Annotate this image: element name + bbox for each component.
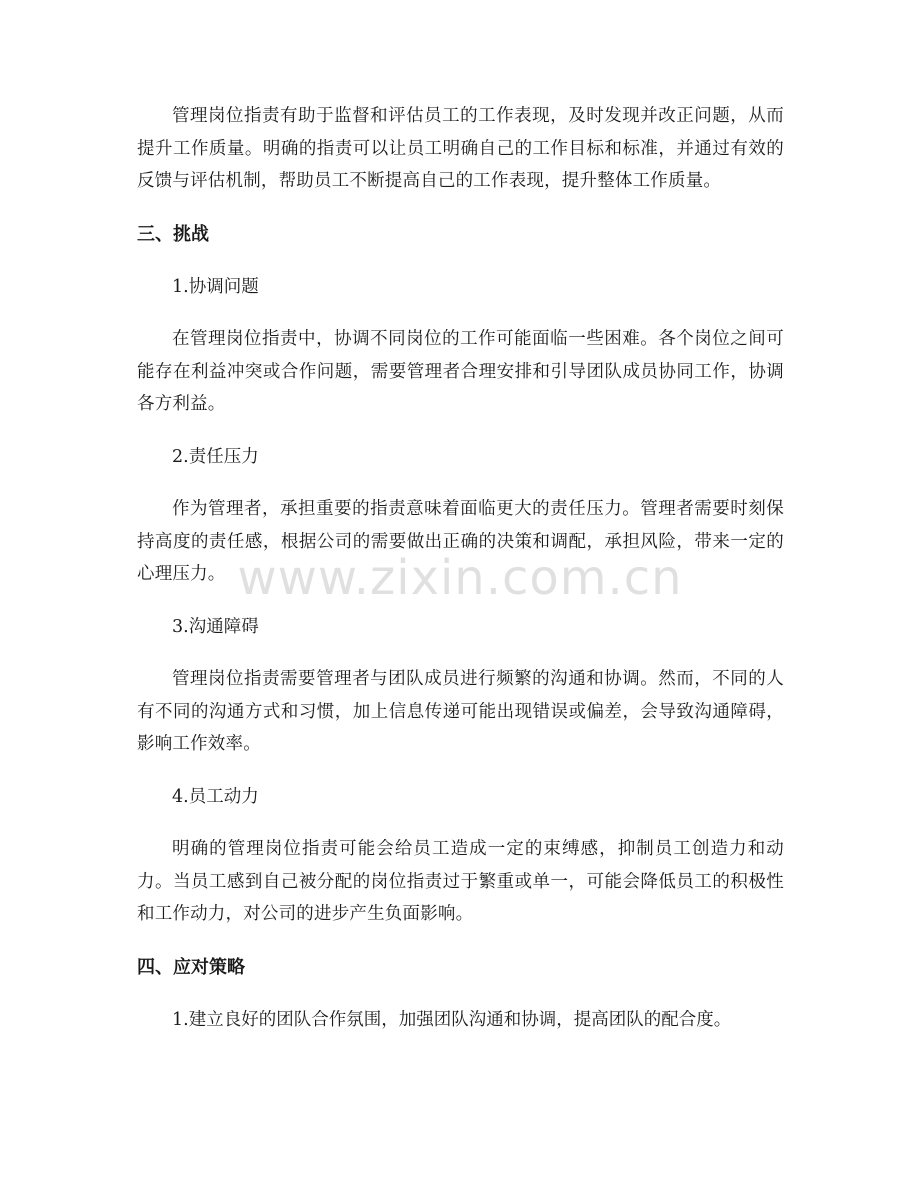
challenge-title: 3.沟通障碍 bbox=[172, 616, 259, 637]
challenge-title: 2.责任压力 bbox=[172, 446, 259, 467]
section-heading-challenges: 三、挑战 bbox=[137, 223, 209, 245]
paragraph-work-quality: 管理岗位指责有助于监督和评估员工的工作表现，及时发现并改正问题，从而提升工作质量。明确的指责可以让员工明确自己的工作目标和标准，并通过有效的反馈与评估机制，帮助员工不断提高自己的工作表现，提升整体工作质量。 bbox=[137, 106, 784, 191]
challenge-body: 管理岗位指责需要管理者与团队成员进行频繁的沟通和协调。然而，不同的人有不同的沟通方式和习惯，加上信息传递可能出现错误或偏差，会导致沟通障碍，影响工作效率。 bbox=[137, 669, 784, 754]
challenge-title: 4.员工动力 bbox=[172, 786, 259, 807]
section-heading-strategies: 四、应对策略 bbox=[137, 956, 245, 978]
challenge-body: 作为管理者，承担重要的指责意味着面临更大的责任压力。管理者需要时刻保持高度的责任感，根据公司的需要做出正确的决策和调配，承担风险，带来一定的心理压力。 bbox=[137, 499, 784, 584]
watermark: www.zixin.com.cn bbox=[237, 550, 683, 606]
challenge-title: 1.协调问题 bbox=[172, 276, 259, 297]
strategy-item: 1.建立良好的团队合作氛围，加强团队沟通和协调，提高团队的配合度。 bbox=[172, 1009, 732, 1030]
challenge-body: 在管理岗位指责中，协调不同岗位的工作可能面临一些困难。各个岗位之间可能存在利益冲突或合作问题，需要管理者合理安排和引导团队成员协同工作，协调各方利益。 bbox=[137, 329, 784, 414]
challenge-body: 明确的管理岗位指责可能会给员工造成一定的束缚感，抑制员工创造力和动力。当员工感到自己被分配的岗位指责过于繁重或单一，可能会降低员工的积极性和工作动力，对公司的进步产生负面影响。 bbox=[137, 839, 784, 924]
document-body bbox=[137, 100, 784, 1036]
